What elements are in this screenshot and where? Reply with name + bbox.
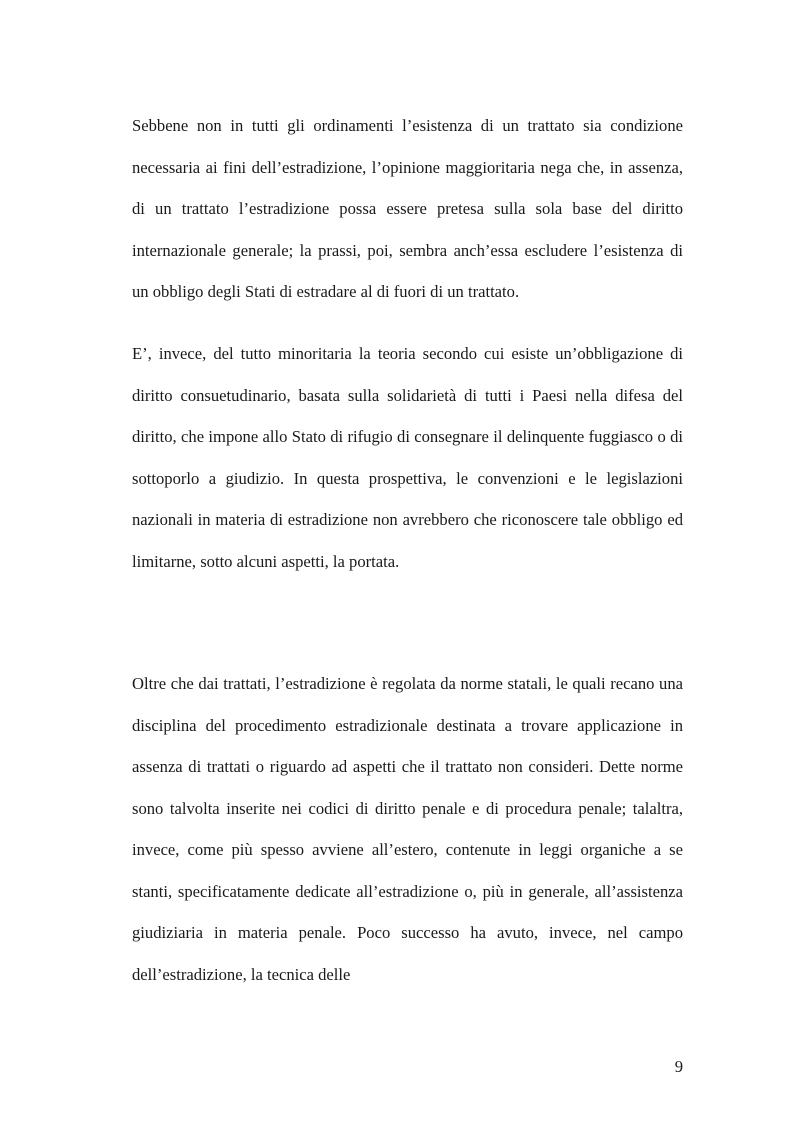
paragraph-treaty-requirement: Sebbene non in tutti gli ordinamenti l’esistenza di un trattato sia condizione necessaria ai fini dell’estradizione, l’opinione maggioritaria nega che, in assenza, di un trattato l’estradizione possa essere pretesa sulla sola base del diritto internazionale generale; la prassi, poi, sembra anch’essa escludere l’esistenza di un obbligo degli Stati di estradare al di fuori di un trattato. [132,116,683,301]
page-number: 9 [674,1057,683,1076]
paragraph-customary-obligation: E’, invece, del tutto minoritaria la teoria secondo cui esiste un’obbligazione di diritto consuetudinario, basata sulla solidarietà di tutti i Paesi nella difesa del diritto, che impone allo Stato di rifugio di consegnare il delinquente fuggiasco o di sottoporlo a giudizio. In questa prospettiva, le convenzioni e le legislazioni nazionali in materia di estradizione non avrebbero che riconoscere tale obbligo ed limitarne, sotto alcuni aspetti, la portata. [132,344,683,571]
paragraph-state-norms: Oltre che dai trattati, l’estradizione è regolata da norme statali, le quali recano una disciplina del procedimento estradizionale destinata a trovare applicazione in assenza di trattati o riguardo ad aspetti che il trattato non consideri. Dette norme sono talvolta inserite nei codici di diritto penale e di procedura penale; talaltra, invece, come più spesso avviene all’estero, contenute in leggi organiche a se stanti, specificatamente dedicate all’estradizione o, più in generale, all’assistenza giudiziaria in materia penale. Poco successo ha avuto, invece, nel campo dell’estradizione, la tecnica delle [132,674,683,984]
